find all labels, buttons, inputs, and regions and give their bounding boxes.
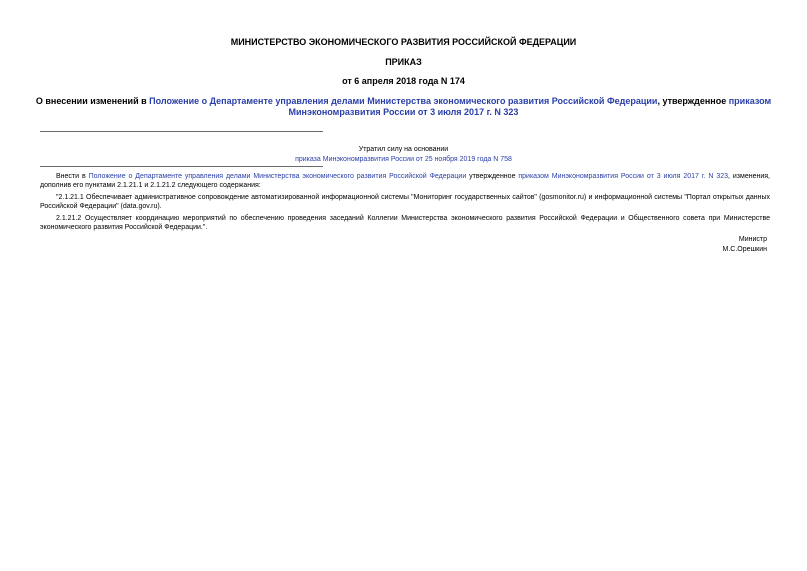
p1-text-1: Внести в — [56, 173, 89, 180]
title-link-regulation[interactable]: Положение о Департаменте управления делами Министерства экономического развития Российской Федерации — [149, 96, 658, 106]
paragraph-2: "2.1.21.1 Обеспечивает административное сопровождение автоматизированной информационной системы "Мониторинг государственных сайтов" (gosmonitor.ru) и информационной системы "Портал открытых данных Российской Федерации" (data.gov.ru). — [40, 194, 770, 210]
p1-link-order-323[interactable]: приказом Минэкономразвития России от 3 июля 2017 г. N 323 — [518, 173, 729, 180]
ministry-heading: МИНИСТЕРСТВО ЭКОНОМИЧЕСКОГО РАЗВИТИЯ РОССИЙСКОЙ ФЕДЕРАЦИИ — [230, 37, 577, 47]
document-type-heading: ПРИКАЗ — [385, 57, 422, 67]
status-link-order-758[interactable]: приказа Минэкономразвития России от 25 ноября 2019 года N 758 — [295, 156, 512, 163]
signature-name: М.С.Орешкин — [722, 246, 767, 253]
p1-link-regulation[interactable]: Положение о Департаменте управления делами Министерства экономического развития Российской Федерации — [88, 173, 467, 180]
title-text-2: , утвержденное — [657, 96, 729, 106]
title-link-order-323[interactable]: приказом Минэкономразвития России от 3 июля 2017 г. N 323 — [288, 96, 772, 117]
status-note: Утратил силу на основании — [358, 146, 449, 153]
p1-text-2: утвержденное — [466, 173, 519, 180]
status-link-line — [30, 155, 777, 164]
title-text-1: О внесении изменений в — [35, 96, 150, 106]
document-title — [30, 96, 777, 118]
paragraph-3: 2.1.21.2 Осуществляет координацию мероприятий по обеспечению проведения заседаний Коллегии Министерства экономического развития Российской Федерации и Общественного совета при Министерстве экономического развития Российской Федерации.". — [40, 215, 770, 231]
paragraph-1 — [40, 172, 770, 190]
separator-bottom — [40, 166, 323, 167]
separator-top — [40, 131, 323, 132]
document-date-number: от 6 апреля 2018 года N 174 — [342, 76, 465, 86]
signature-position: Министр — [738, 236, 767, 243]
p1-text-3: , изменения, дополнив его пунктами 2.1.21.1 и 2.1.21.2 следующего содержания: — [40, 173, 770, 189]
